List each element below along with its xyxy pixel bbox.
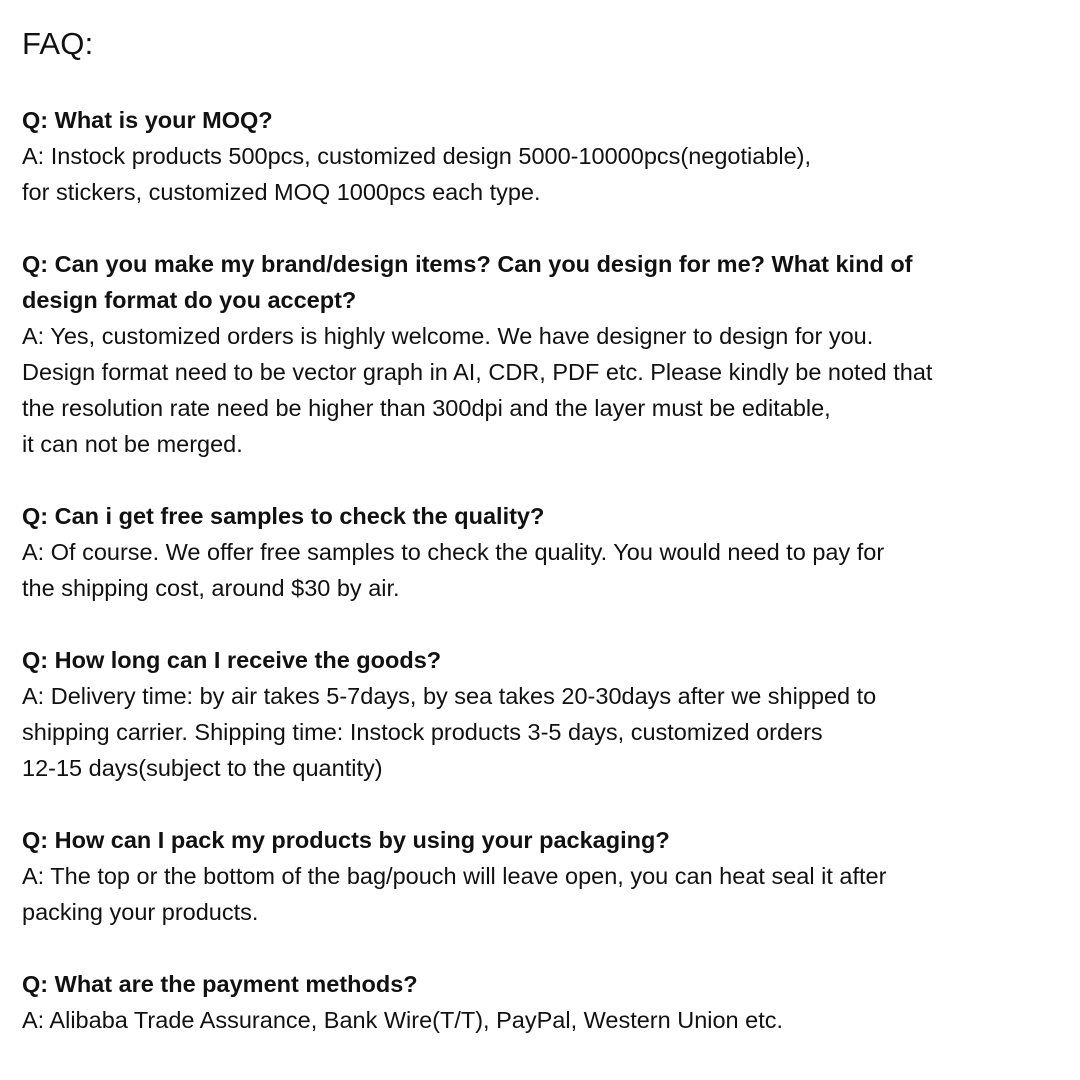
faq-item-moq xyxy=(22,102,1062,210)
question xyxy=(22,246,1062,318)
answer-line: A: Instock products 500pcs, customized design 5000-10000pcs(negotiable), xyxy=(22,143,812,169)
answer-line: A: Yes, customized orders is highly welcome. We have designer to design for you. xyxy=(22,323,874,349)
answer-line: the shipping cost, around $30 by air. xyxy=(22,575,400,601)
faq-item-samples xyxy=(22,498,1062,606)
page-title: FAQ: xyxy=(22,26,94,61)
question-line: design format do you accept? xyxy=(22,287,357,313)
faq-item-packaging xyxy=(22,822,1062,930)
answer-line: A: Delivery time: by air takes 5-7days, by sea takes 20-30days after we shipped to xyxy=(22,683,877,709)
answer-line: A: Of course. We offer free samples to check the quality. You would need to pay for xyxy=(22,539,885,565)
answer xyxy=(22,318,1062,462)
answer-line: it can not be merged. xyxy=(22,431,243,457)
faq-item-design xyxy=(22,246,1062,462)
question xyxy=(22,642,1062,678)
question-line: Q: Can you make my brand/design items? Can you design for me? What kind of xyxy=(22,251,913,277)
answer xyxy=(22,678,1062,786)
question xyxy=(22,966,1062,1002)
question-line: Q: How can I pack my products by using your packaging? xyxy=(22,827,670,853)
answer-line: packing your products. xyxy=(22,899,259,925)
question-line: Q: What are the payment methods? xyxy=(22,971,418,997)
question xyxy=(22,498,1062,534)
answer xyxy=(22,858,1062,930)
question xyxy=(22,102,1062,138)
question-line: Q: What is your MOQ? xyxy=(22,107,273,133)
question-line: Q: Can i get free samples to check the quality? xyxy=(22,503,545,529)
answer-line: Design format need to be vector graph in AI, CDR, PDF etc. Please kindly be noted that xyxy=(22,359,933,385)
question-line: Q: How long can I receive the goods? xyxy=(22,647,442,673)
question xyxy=(22,822,1062,858)
faq-page xyxy=(22,22,1062,1074)
answer-line: 12-15 days(subject to the quantity) xyxy=(22,755,383,781)
answer-line: shipping carrier. Shipping time: Instock products 3-5 days, customized orders xyxy=(22,719,823,745)
faq-item-payment xyxy=(22,966,1062,1038)
answer xyxy=(22,1002,1062,1038)
faq-item-delivery xyxy=(22,642,1062,786)
answer-line: A: Alibaba Trade Assurance, Bank Wire(T/T), PayPal, Western Union etc. xyxy=(22,1007,784,1033)
answer-line: A: The top or the bottom of the bag/pouch will leave open, you can heat seal it after xyxy=(22,863,887,889)
answer xyxy=(22,138,1062,210)
answer-line: the resolution rate need be higher than 300dpi and the layer must be editable, xyxy=(22,395,831,421)
answer xyxy=(22,534,1062,606)
answer-line: for stickers, customized MOQ 1000pcs each type. xyxy=(22,179,541,205)
